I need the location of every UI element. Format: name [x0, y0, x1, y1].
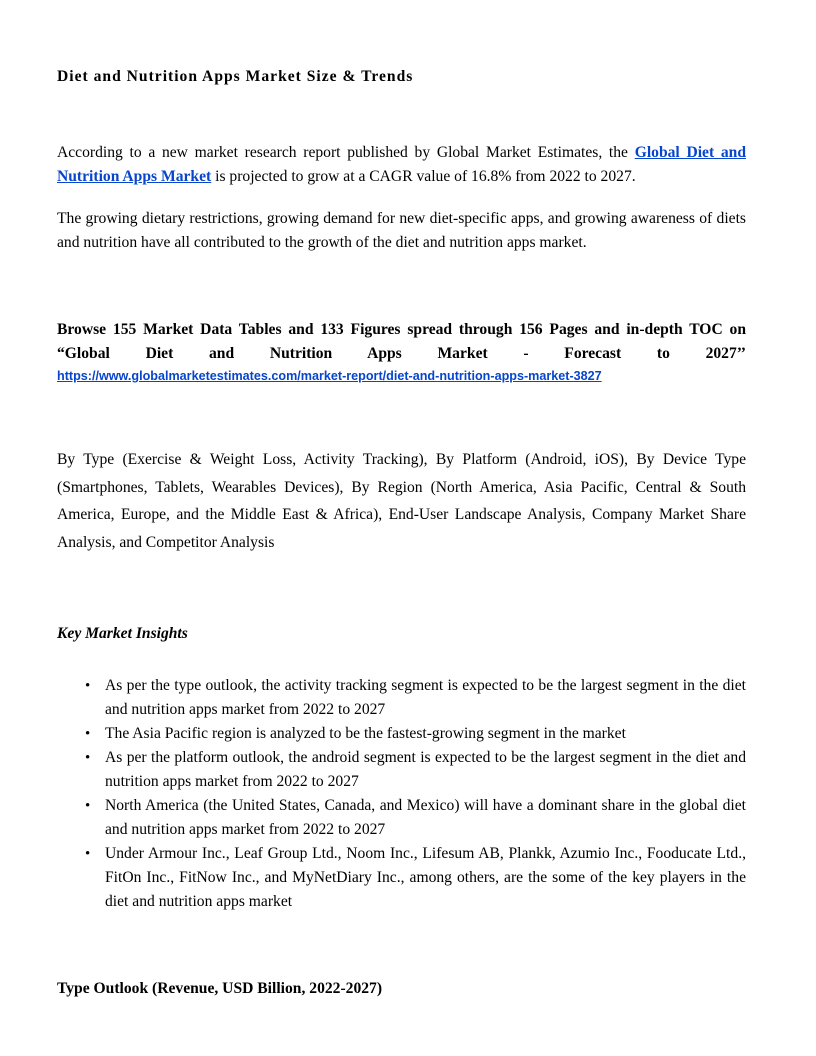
- browse-line-2: “Global Diet and Nutrition Apps Market - Forecast to 2027’’: [57, 345, 746, 362]
- market-report-link[interactable]: Global Diet and Nutrition Apps Market: [57, 144, 746, 185]
- list-item-text: As per the platform outlook, the android segment is expected to be the largest segment in the diet and nutrition apps market from 2022 to 2027: [105, 749, 746, 790]
- browse-line-1: Browse 155 Market Data Tables and 133 Figures spread through 156 Pages and in-depth TOC on: [57, 321, 746, 338]
- bullet-icon: •: [85, 750, 91, 766]
- bullet-icon: •: [85, 726, 91, 742]
- type-outlook-heading: Type Outlook (Revenue, USD Billion, 2022-2027): [57, 980, 383, 997]
- browse-toc-block: [57, 318, 746, 386]
- intro-paragraph: [57, 141, 746, 189]
- key-insights-heading: Key Market Insights: [57, 625, 188, 642]
- drivers-paragraph: The growing dietary restrictions, growing demand for new diet-specific apps, and growing awareness of diets and nutrition have all contributed to the growth of the diet and nutrition apps market.: [57, 210, 746, 251]
- list-item: [57, 842, 746, 914]
- intro-text-before: According to a new market research report published by Global Market Estimates, the: [57, 144, 635, 161]
- bullet-icon: •: [85, 846, 91, 862]
- bullet-icon: •: [85, 798, 91, 814]
- list-item-text: Under Armour Inc., Leaf Group Ltd., Noom Inc., Lifesum AB, Plankk, Azumio Inc., Fooducate Ltd., FitOn Inc., FitNow Inc., and MyNetDiary Inc., among others, are the some of the key players in the diet and nutrition apps market: [105, 845, 746, 910]
- report-url-link[interactable]: https://www.globalmarketestimates.com/market-report/diet-and-nutrition-apps-market-3827: [57, 369, 602, 383]
- list-item: [57, 722, 746, 746]
- bullet-icon: •: [85, 678, 91, 694]
- list-item: [57, 794, 746, 842]
- intro-text-after: is projected to grow at a CAGR value of 16.8% from 2022 to 2027.: [211, 168, 636, 185]
- list-item: [57, 674, 746, 722]
- segmentation-paragraph: By Type (Exercise & Weight Loss, Activity Tracking), By Platform (Android, iOS), By Device Type (Smartphones, Tablets, Wearables Devices), By Region (North America, Asia Pacific, Central & South America, Europe, and the Middle East & Africa), End-User Landscape Analysis, Company Market Share Analysis, and Competitor Analysis: [57, 451, 746, 551]
- key-insights-list: [57, 674, 746, 914]
- list-item: [57, 746, 746, 794]
- list-item-text: As per the type outlook, the activity tracking segment is expected to be the largest segment in the diet and nutrition apps market from 2022 to 2027: [105, 677, 746, 718]
- list-item-text: The Asia Pacific region is analyzed to be the fastest-growing segment in the market: [105, 725, 626, 742]
- list-item-text: North America (the United States, Canada, and Mexico) will have a dominant share in the global diet and nutrition apps market from 2022 to 2027: [105, 797, 746, 838]
- document-title: Diet and Nutrition Apps Market Size & Trends: [57, 68, 414, 85]
